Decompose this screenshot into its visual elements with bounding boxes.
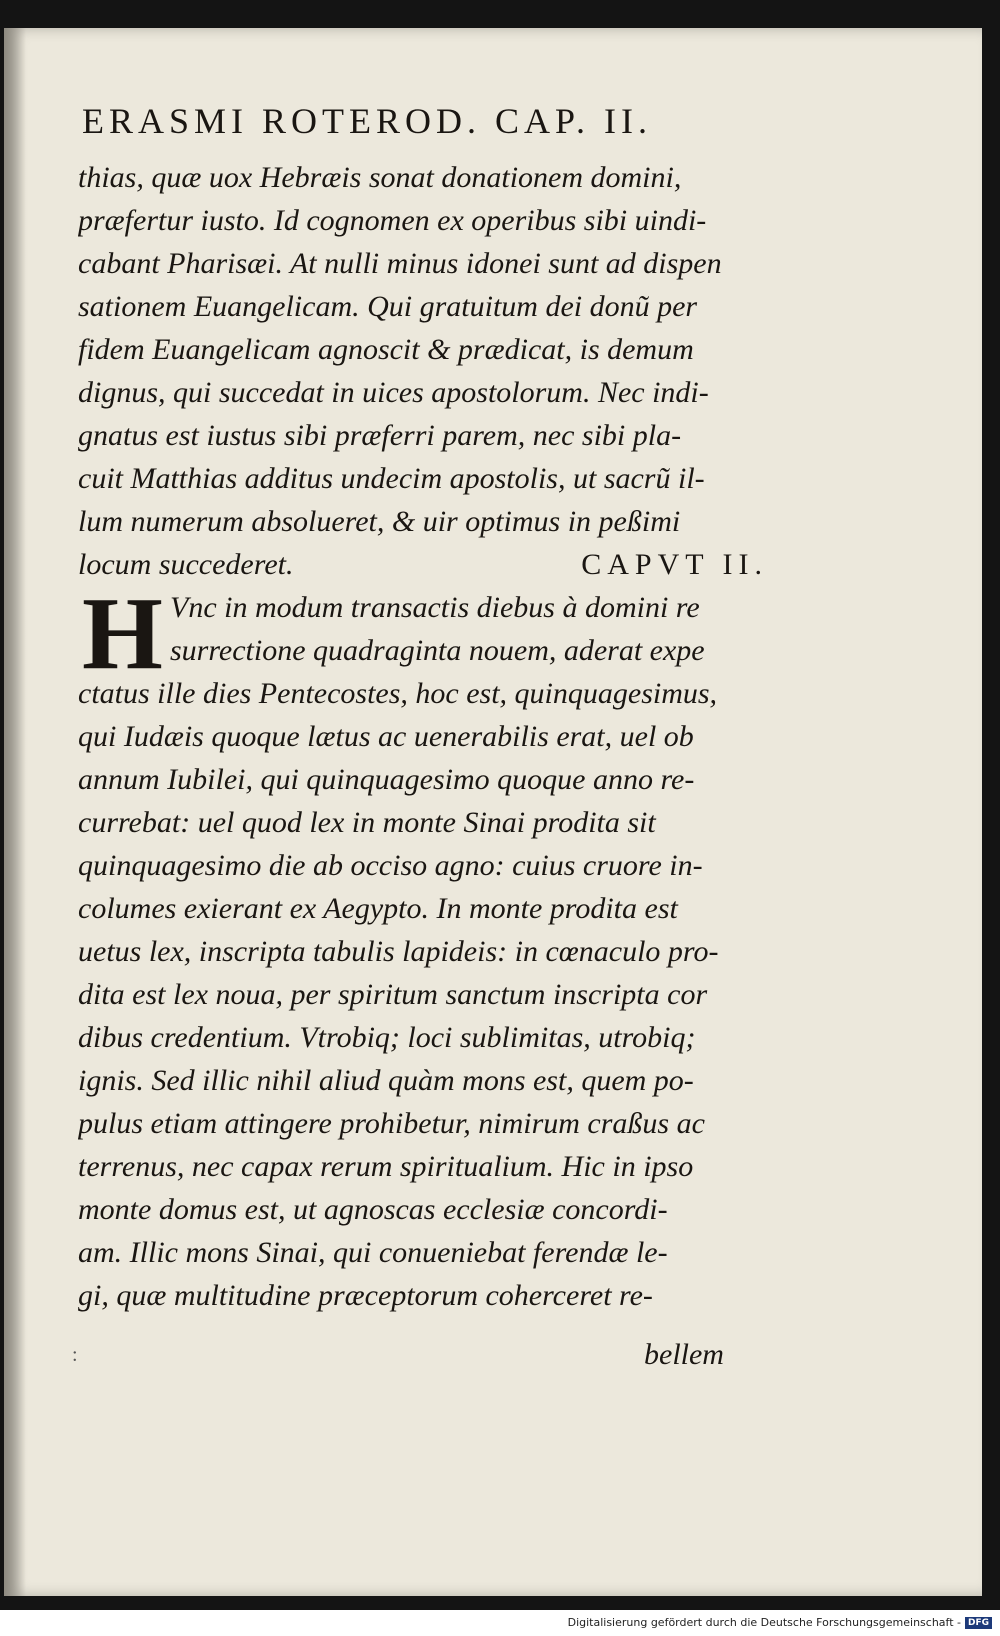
text-line: monte domus est, ut agnoscas ecclesiæ concordi- xyxy=(78,1193,668,1226)
text-line: fidem Euangelicam agnoscit & prædicat, is demum xyxy=(78,333,694,366)
text-line: pulus etiam attingere prohibetur, nimirum craßus ac xyxy=(78,1107,705,1140)
chapter-end-line xyxy=(78,543,778,586)
text-line: annum Iubilei, qui quinquagesimo quoque anno re- xyxy=(78,763,695,796)
text-line: cabant Pharisæi. At nulli minus idonei sunt ad dispen xyxy=(78,247,722,280)
dropcap-lines xyxy=(78,586,778,672)
text-line: ignis. Sed illic nihil aliud quàm mons est, quem po- xyxy=(78,1064,694,1097)
text-line: ctatus ille dies Pentecostes, hoc est, quinquagesimus, xyxy=(78,677,718,710)
text-line: surrectione quadraginta nouem, aderat expe xyxy=(170,634,705,667)
text-line: thias, quæ uox Hebræis sonat donationem domini, xyxy=(78,161,682,194)
gutter-shadow xyxy=(4,28,26,1596)
text-line: am. Illic mons Sinai, qui conueniebat ferendæ le- xyxy=(78,1236,668,1269)
text-line: lum numerum absolueret, & uir optimus in peßimi xyxy=(78,505,681,538)
text-line: Vnc in modum transactis diebus à domini re xyxy=(170,591,700,624)
text-line: currebat: uel quod lex in monte Sinai prodita sit xyxy=(78,806,656,839)
text-line: qui Iudæis quoque lætus ac uenerabilis erat, uel ob xyxy=(78,720,694,753)
text-line: gi, quæ multitudine præceptorum coherceret re- xyxy=(78,1279,653,1312)
text-line: gnatus est iustus sibi præferri parem, nec sibi pla- xyxy=(78,419,682,452)
drop-cap: H xyxy=(82,576,163,691)
text-line: quinquagesimo die ab occiso agno: cuius cruore in- xyxy=(78,849,703,882)
text-line: uetus lex, inscripta tabulis lapideis: in cœnaculo pro- xyxy=(78,935,719,968)
catchword: bellem xyxy=(644,1338,724,1371)
text-line: sationem Euangelicam. Qui gratuitum dei donũ per xyxy=(78,290,698,323)
margin-mark: : xyxy=(72,1344,78,1366)
dfg-logo: DFG xyxy=(965,1617,992,1629)
text-line: cuit Matthias additus undecim apostolis, ut sacrũ il- xyxy=(78,462,705,495)
text-block xyxy=(78,156,778,1317)
chapter-heading: CAPVT II. xyxy=(581,548,768,581)
digitization-footer xyxy=(568,1616,992,1629)
text-line: dibus credentium. Vtrobiq; loci sublimitas, utrobiq; xyxy=(78,1021,696,1054)
running-head: ERASMI ROTEROD. CAP. II. xyxy=(82,101,653,141)
book-page xyxy=(4,28,982,1596)
text-line: dignus, qui succedat in uices apostolorum. Nec indi- xyxy=(78,376,709,409)
chapter-end-text: locum succederet. xyxy=(78,548,294,581)
text-line: dita est lex noua, per spiritum sanctum inscripta cor xyxy=(78,978,708,1011)
chapter-two-text xyxy=(78,672,778,1317)
text-line: præfertur iusto. Id cognomen ex operibus sibi uindi- xyxy=(78,204,707,237)
chapter-two-body xyxy=(78,576,778,1317)
footer-credit: Digitalisierung gefördert durch die Deutsche Forschungsgemeinschaft - xyxy=(567,1616,961,1629)
text-line: terrenus, nec capax rerum spiritualium. Hic in ipso xyxy=(78,1150,694,1183)
text-line: columes exierant ex Aegypto. In monte prodita est xyxy=(78,892,678,925)
chapter-one-ending xyxy=(78,156,778,543)
